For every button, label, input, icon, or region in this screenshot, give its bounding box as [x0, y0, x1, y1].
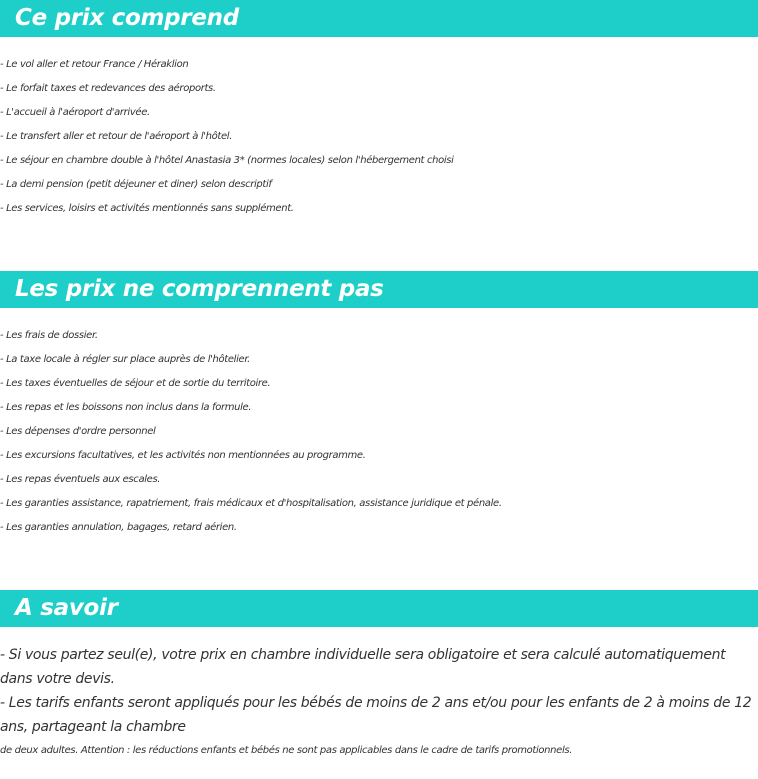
list-item: - La taxe locale à régler sur place auprès de l'hôtelier. — [0, 354, 250, 365]
section-header-not-included: Les prix ne comprennent pas — [0, 271, 758, 308]
list-item: - Les tarifs enfants seront appliqués pour les bébés de moins de 2 ans et/ou pour les enfants de 2 à moins de 12 ans, partageant la chambre — [0, 695, 752, 735]
not-included-list — [0, 324, 758, 540]
list-item: - Le transfert aller et retour de l'aéroport à l'hôtel. — [0, 131, 233, 142]
list-item: - Le vol aller et retour France / Héraklion — [0, 59, 189, 70]
section-header-included: Ce prix comprend — [0, 0, 758, 37]
list-item: - Les garanties assistance, rapatriement, frais médicaux et d'hospitalisation, assistance juridique et pénale. — [0, 498, 502, 509]
list-item: - Les excursions facultatives, et les activités non mentionnées au programme. — [0, 450, 366, 461]
list-item: - L'accueil à l'aéroport d'arrivée. — [0, 107, 150, 118]
list-item: - Les services, loisirs et activités mentionnés sans supplément. — [0, 203, 294, 214]
good-to-know-list — [0, 643, 758, 763]
list-item: - Les frais de dossier. — [0, 330, 98, 341]
list-item: de deux adultes. Attention : les réductions enfants et bébés ne sont pas applicables dans le cadre de tarifs promotionnels. — [0, 745, 573, 756]
list-item: - Les repas et les boissons non inclus dans la formule. — [0, 402, 252, 413]
list-item: - Les garanties annulation, bagages, retard aérien. — [0, 522, 237, 533]
list-item: - Le séjour en chambre double à l'hôtel Anastasia 3* (normes locales) selon l'hébergement choisi — [0, 155, 454, 166]
list-item: - Les dépenses d'ordre personnel — [0, 426, 156, 437]
list-item: - Le forfait taxes et redevances des aéroports. — [0, 83, 216, 94]
list-item: - Les repas éventuels aux escales. — [0, 474, 161, 485]
included-list — [0, 53, 758, 221]
list-item: - La demi pension (petit déjeuner et diner) selon descriptif — [0, 179, 272, 190]
section-header-good-to-know: A savoir — [0, 590, 758, 627]
list-item: - Si vous partez seul(e), votre prix en chambre individuelle sera obligatoire et sera calculé automatiquement dans votre devis. — [0, 647, 726, 687]
list-item: - Les taxes éventuelles de séjour et de sortie du territoire. — [0, 378, 271, 389]
